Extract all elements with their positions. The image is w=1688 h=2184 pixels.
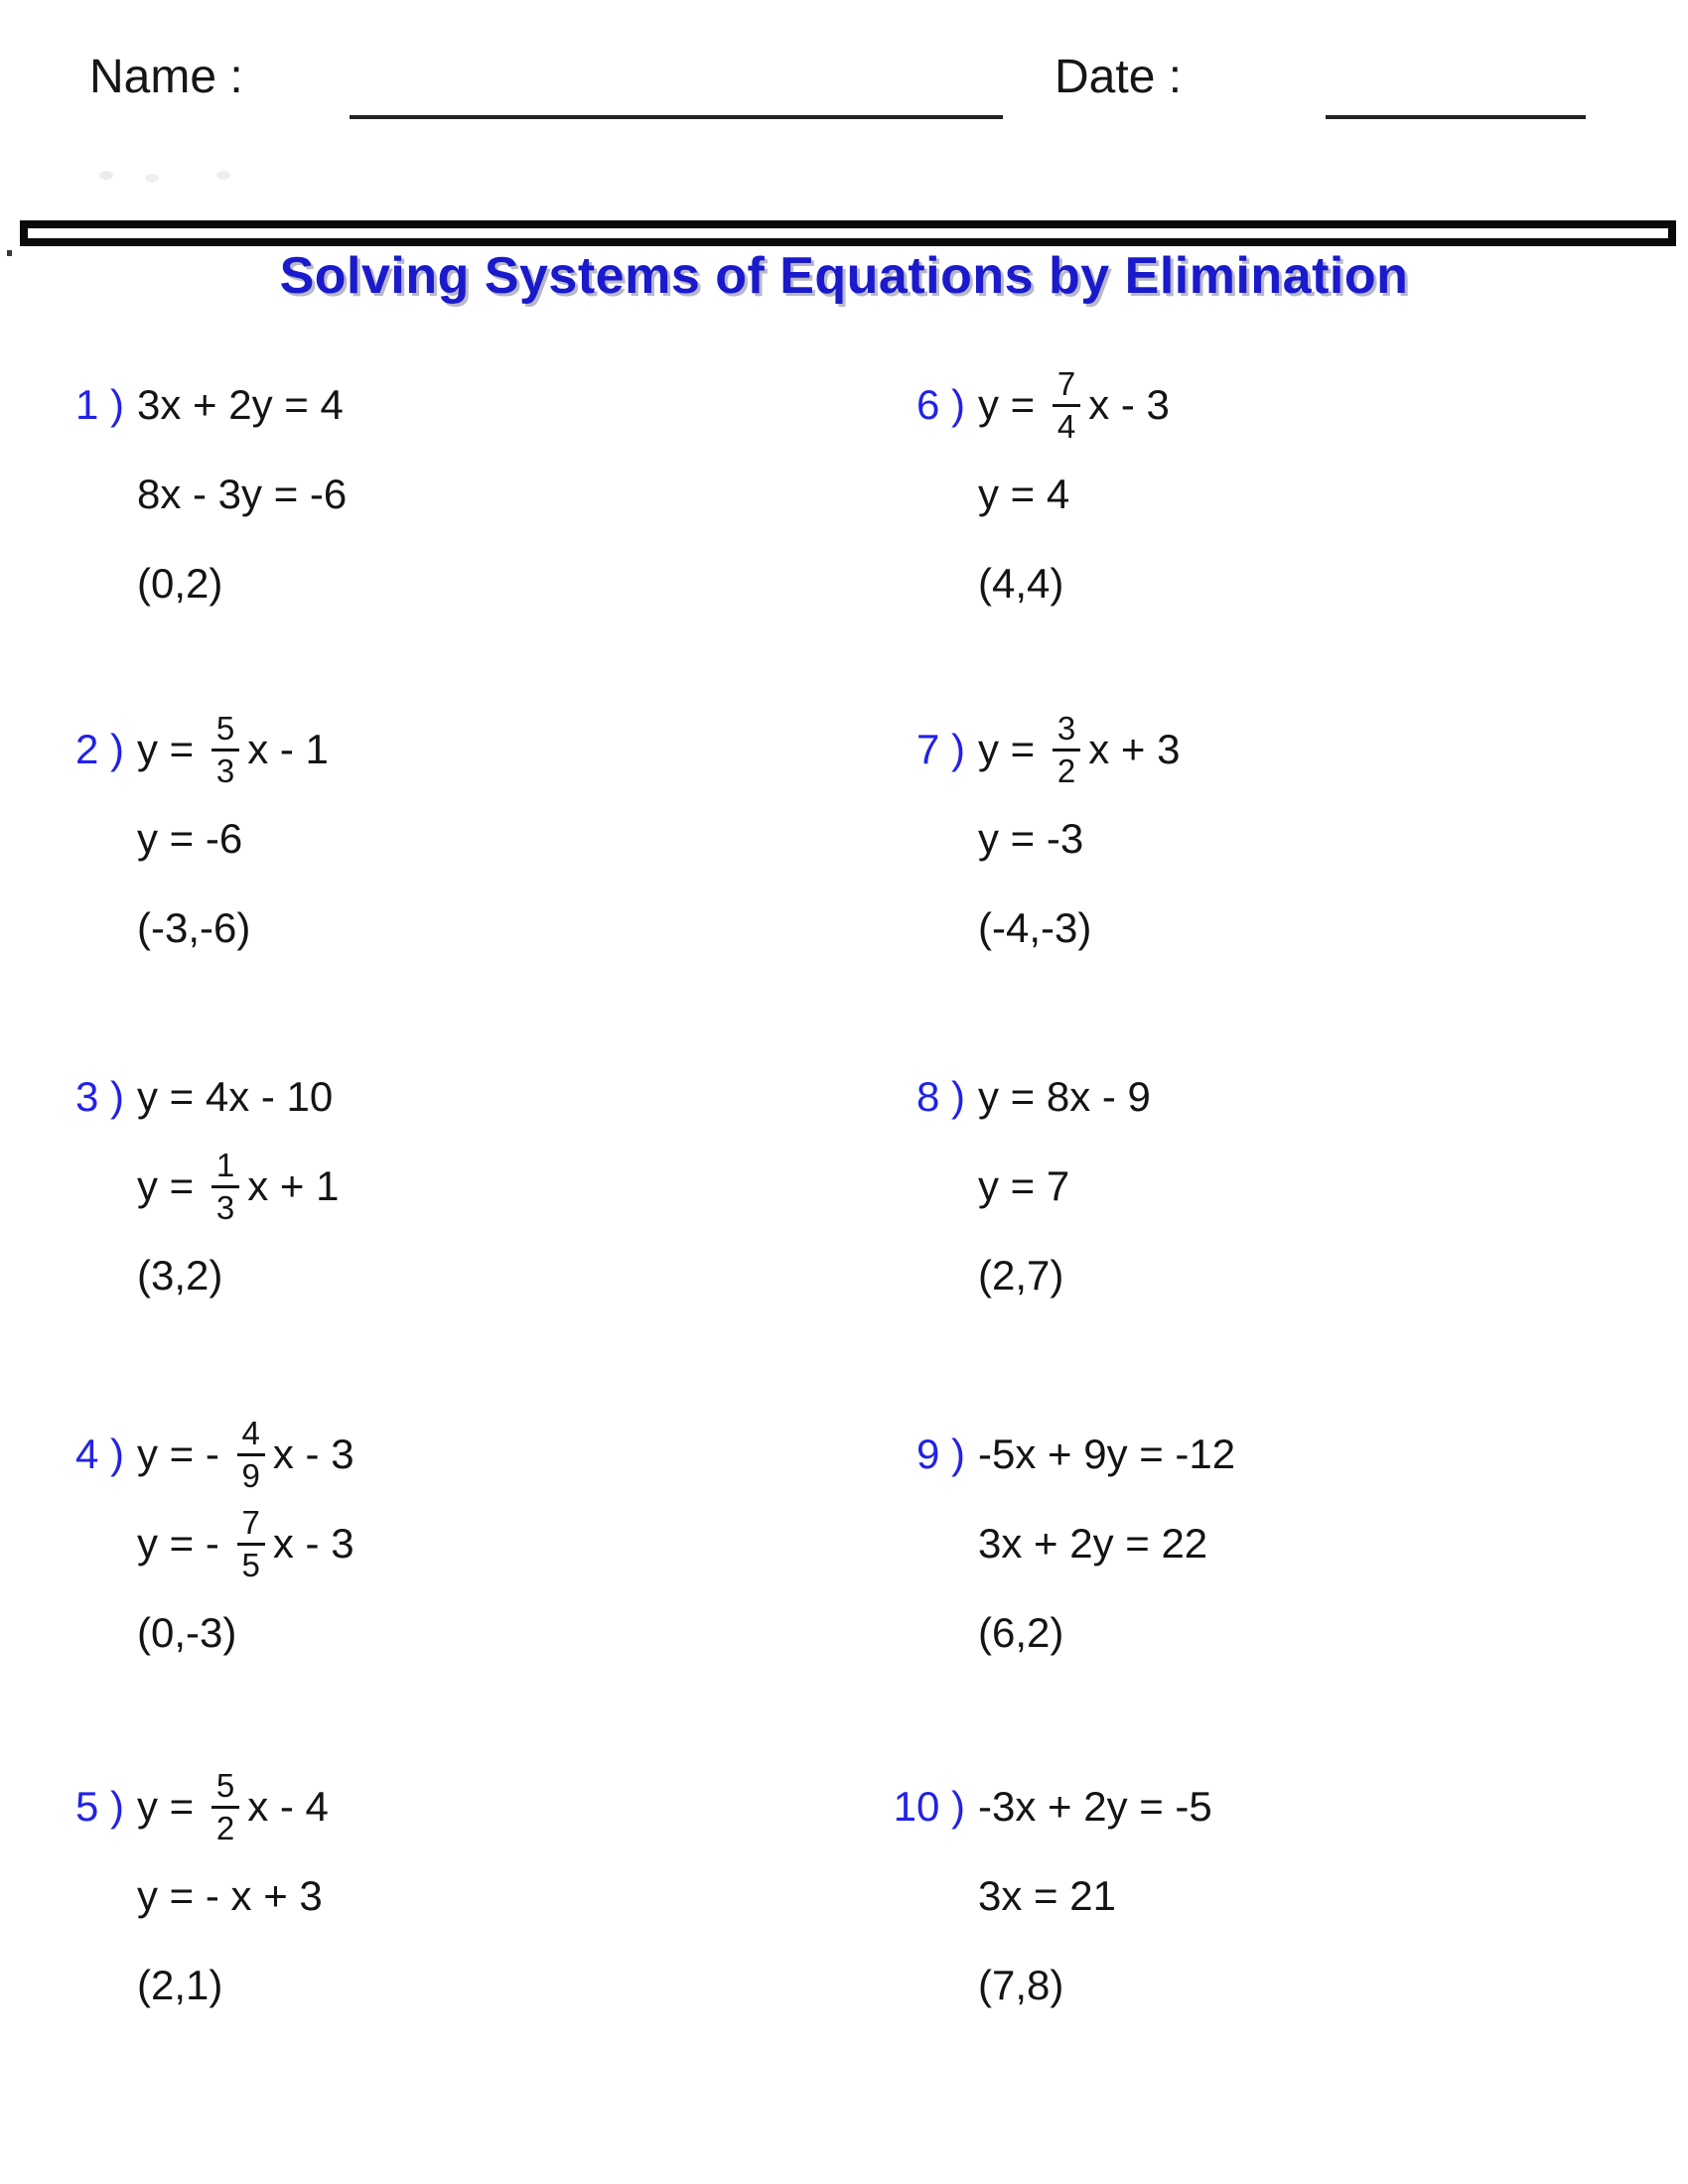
problem <box>886 1762 1212 2030</box>
header-divider-rule <box>20 220 1676 246</box>
equation-1: y = $\frac{7}{4}$ x - 3 <box>978 364 1170 445</box>
equation-1: y = $\frac{5}{3}$ x - 1 <box>137 709 329 789</box>
date-label: Date : <box>1055 51 1183 103</box>
problem <box>886 705 1180 973</box>
problem-lines <box>978 705 1180 973</box>
problem-lines <box>978 1052 1151 1320</box>
problem-lines <box>137 1052 339 1320</box>
equation-1: y = $\frac{5}{2}$ x - 4 <box>137 1766 329 1846</box>
problem-number: 10 ) <box>893 1783 965 1830</box>
problem <box>886 1052 1151 1320</box>
fraction: $\frac{7}{4}$ <box>1053 366 1080 444</box>
equation-2: 8x - 3y = -6 <box>137 471 348 517</box>
page-title: Solving Systems of Equations by Elimination <box>279 247 1409 305</box>
fraction: $\frac{4}{9}$ <box>237 1416 265 1493</box>
equation-2: y = 7 <box>978 1162 1070 1209</box>
equation-2: y = -3 <box>978 815 1084 862</box>
answer-pair: (4,4) <box>978 560 1064 607</box>
equation-2: y = -6 <box>137 815 243 862</box>
problem-lines <box>978 360 1170 628</box>
problem-lines <box>978 1762 1212 2030</box>
problem-number: 3 ) <box>74 1073 124 1120</box>
problem <box>45 1762 329 2030</box>
answer-pair: (7,8) <box>978 1962 1064 2008</box>
answer-pair: (-4,-3) <box>978 904 1092 951</box>
problem <box>45 1410 354 1678</box>
problem-lines <box>137 360 347 628</box>
problem <box>886 1410 1235 1678</box>
equation-2: y = $\frac{1}{3}$ x + 1 <box>137 1146 340 1226</box>
problem-lines <box>978 1410 1235 1678</box>
answer-pair: (2,1) <box>137 1962 223 2008</box>
problem <box>886 360 1170 628</box>
fraction: $\frac{5}{3}$ <box>211 711 239 788</box>
answer-pair: (6,2) <box>978 1609 1064 1656</box>
answer-pair: (-3,-6) <box>137 904 251 951</box>
problem <box>45 1052 339 1320</box>
fraction: $\frac{5}{2}$ <box>211 1768 239 1845</box>
problem-lines <box>137 705 329 973</box>
answer-pair: (0,-3) <box>137 1609 237 1656</box>
equation-1: -3x + 2y = -5 <box>978 1783 1212 1830</box>
problem-lines <box>137 1410 354 1678</box>
fraction: $\frac{3}{2}$ <box>1053 711 1080 788</box>
answer-pair: (2,7) <box>978 1252 1064 1298</box>
problem-number: 2 ) <box>74 726 124 772</box>
fraction: $\frac{1}{3}$ <box>211 1148 239 1225</box>
name-label: Name : <box>89 51 243 103</box>
problem-number: 8 ) <box>915 1073 965 1120</box>
fraction: $\frac{7}{5}$ <box>237 1505 265 1582</box>
equation-2: y = - $\frac{7}{5}$ x - 3 <box>137 1503 354 1583</box>
equation-1: -5x + 9y = -12 <box>978 1431 1236 1477</box>
problem <box>45 360 347 628</box>
equation-1: y = - $\frac{4}{9}$ x - 3 <box>137 1414 354 1494</box>
problem-number: 9 ) <box>915 1431 965 1477</box>
equation-2: 3x + 2y = 22 <box>978 1520 1208 1567</box>
problem-lines <box>137 1762 329 2030</box>
equation-1: 3x + 2y = 4 <box>137 381 344 428</box>
equation-1: y = $\frac{3}{2}$ x + 3 <box>978 709 1181 789</box>
date-blank-line <box>1326 115 1586 119</box>
problem-number: 4 ) <box>74 1431 124 1477</box>
problem-number: 1 ) <box>74 381 124 428</box>
equation-1: y = 4x - 10 <box>137 1073 334 1120</box>
scan-artifact <box>99 171 113 180</box>
problem-number: 5 ) <box>74 1783 124 1830</box>
name-blank-line <box>350 115 1003 119</box>
problem-number: 7 ) <box>915 726 965 772</box>
equation-2: y = - x + 3 <box>137 1872 323 1919</box>
equation-2: 3x = 21 <box>978 1872 1116 1919</box>
answer-pair: (3,2) <box>137 1252 223 1298</box>
equation-2: y = 4 <box>978 471 1070 517</box>
problem <box>45 705 329 973</box>
problem-number: 6 ) <box>915 381 965 428</box>
equation-1: y = 8x - 9 <box>978 1073 1151 1120</box>
answer-pair: (0,2) <box>137 560 223 607</box>
